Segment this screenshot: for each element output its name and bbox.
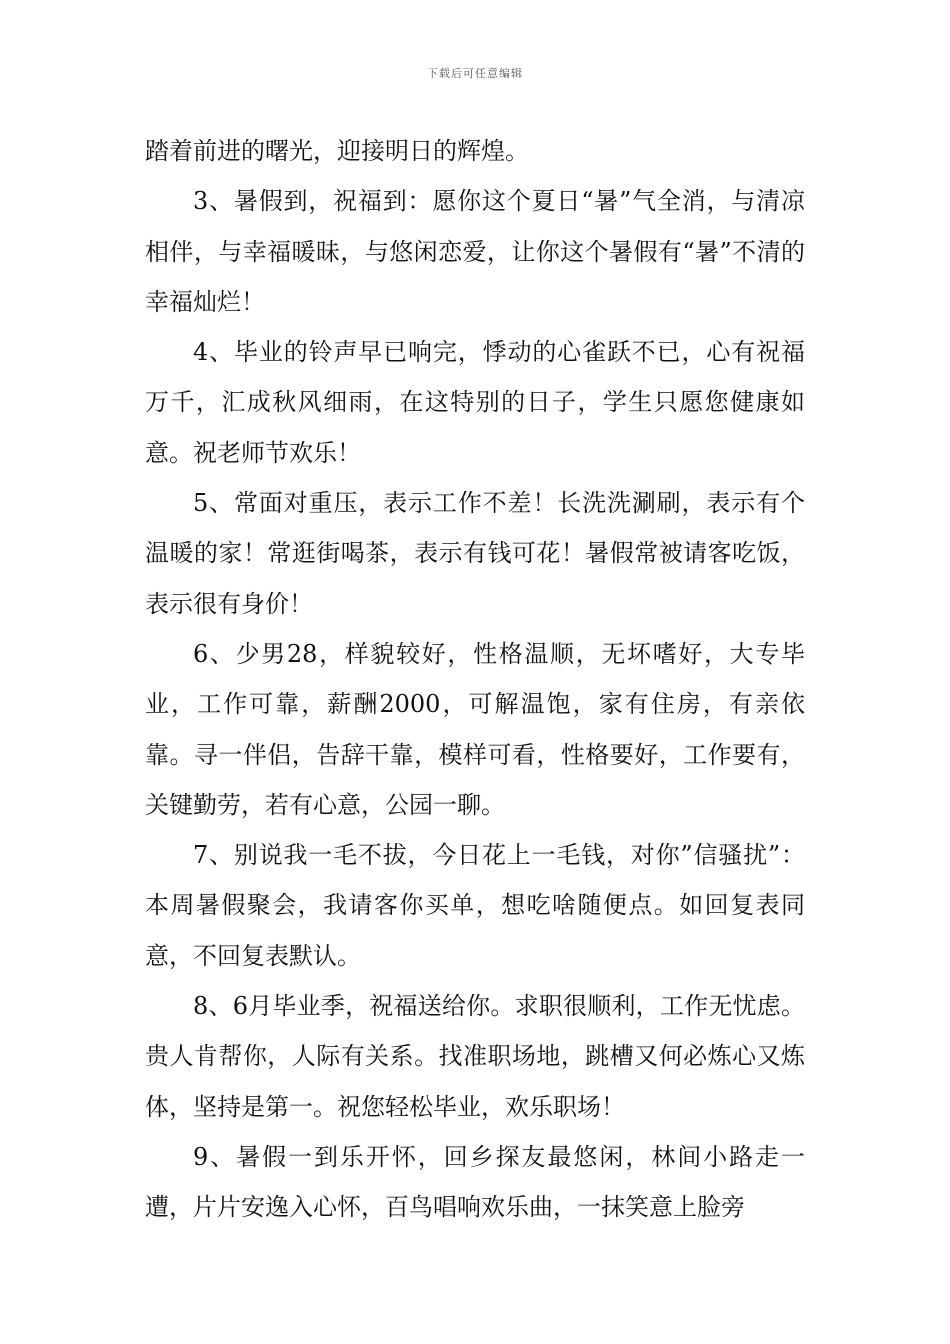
paragraph-item-5: 5、常面对重压，表示工作不差！长洗洗涮刷，表示有个温暖的家！常逛街喝茶，表示有钱可花！暑假常被请客吃饭，表示很有身价！ bbox=[145, 489, 805, 618]
paragraph-item-3: 3、暑假到，祝福到：愿你这个夏日“暑”气全消，与清凉相伴，与幸福暖昧，与悠闲恋爱，让你这个暑假有“暑”不清的幸福灿烂！ bbox=[145, 187, 805, 316]
paragraph-item-8: 8、6月毕业季，祝福送给你。求职很顺利，工作无忧虑。贵人肯帮你，人际有关系。找准职场地，跳槽又何必炼心又炼体，坚持是第一。祝您轻松毕业，欢乐职场！ bbox=[145, 992, 805, 1121]
paragraph-item-7: 7、别说我一毛不拔，今日花上一毛钱，对你”信骚扰”：本周暑假聚会，我请客你买单，想吃啥随便点。如回复表同意，不回复表默认。 bbox=[145, 841, 805, 970]
header-note: 下载后可任意编辑 bbox=[427, 67, 523, 80]
paragraph-item-9: 9、暑假一到乐开怀，回乡探友最悠闲，林间小路走一遭，片片安逸入心怀，百鸟唱响欢乐曲，一抹笑意上脸旁 bbox=[145, 1142, 805, 1222]
paragraph-item-6: 6、少男28，样貌较好，性格温顺，无坏嗜好，大专毕业，工作可靠，薪酬2000，可解温饱，家有住房，有亲依靠。寻一伴侣，告辞干靠，模样可看，性格要好，工作要有，关键勤劳，若有心意，公园一聊。 bbox=[145, 639, 805, 819]
paragraph-continuation: 踏着前进的曙光，迎接明日的辉煌。 bbox=[145, 137, 529, 165]
document-body bbox=[145, 126, 805, 1233]
paragraph-item-4: 4、毕业的铃声早已响完，悸动的心雀跃不已，心有祝福万千，汇成秋风细雨，在这特别的日子，学生只愿您健康如意。祝老师节欢乐！ bbox=[145, 338, 805, 467]
